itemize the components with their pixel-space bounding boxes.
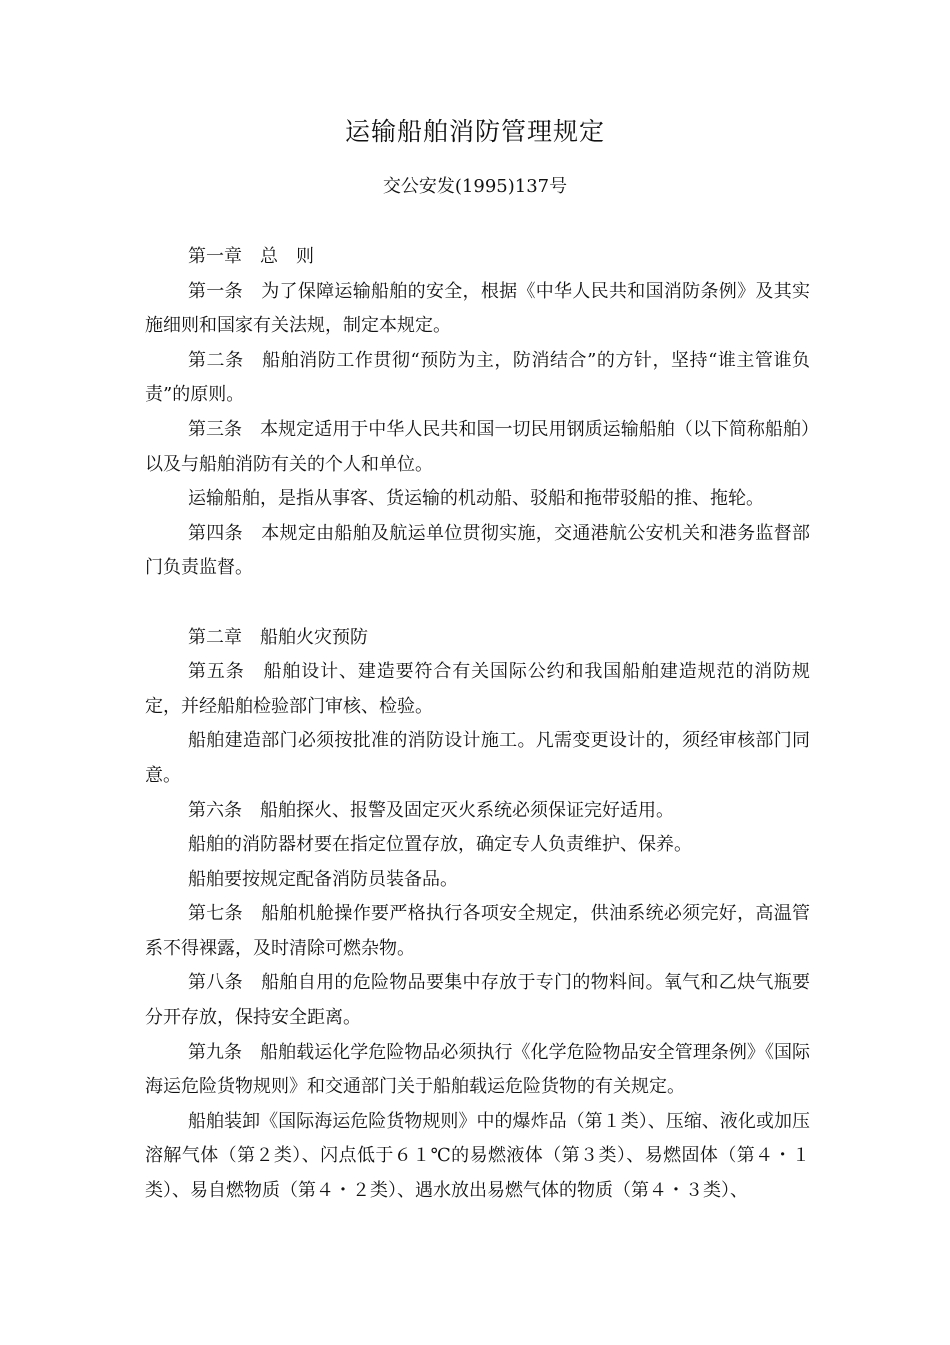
document-number: 交公安发(1995)137号: [382, 176, 568, 197]
article-9: 第九条 船舶载运化学危险物品必须执行《化学危险物品安全管理条例》《国际海运危险货物规则》和交通部门关于船舶载运危险货物的有关规定。: [145, 1041, 810, 1098]
article-6: 第六条 船舶探火、报警及固定灭火系统必须保证完好适用。: [188, 799, 674, 821]
article-6-clause-3: 船舶要按规定配备消防员装备品。: [188, 868, 458, 890]
article-5-clause: 船舶建造部门必须按批准的消防设计施工。凡需变更设计的，须经审核部门同意。: [145, 730, 810, 786]
chapter-spacer: [145, 586, 810, 621]
chapter-1: [145, 240, 810, 586]
article-7: 第七条 船舶机舱操作要严格执行各项安全规定，供油系统必须完好，高温管系不得裸露，及时清除可燃杂物。: [145, 903, 810, 959]
chapter-2: [145, 621, 810, 1209]
article-3-definition: 运输船舶，是指从事客、货运输的机动船、驳船和拖带驳船的推、拖轮。: [188, 488, 764, 510]
article-3: 第三条 本规定适用于中华人民共和国一切民用钢质运输船舶（以下简称船舶）以及与船舶消防有关的个人和单位。: [145, 418, 810, 475]
article-4: 第四条 本规定由船舶及航运单位贯彻实施，交通港航公安机关和港务监督部门负责监督。: [145, 522, 810, 579]
article-8: 第八条 船舶自用的危险物品要集中存放于专门的物料间。氧气和乙炔气瓶要分开存放，保持安全距离。: [145, 972, 810, 1029]
article-9-clause: 船舶装卸《国际海运危险货物规则》中的爆炸品（第１类）、压缩、液化或加压溶解气体（第２类）、闪点低于６１℃的易燃液体（第３类）、易燃固体（第４・１类）、易自燃物质（第４・２类）、遇水放出易燃气体的物质（第４・３类）、: [145, 1110, 810, 1202]
article-6-clause-2: 船舶的消防器材要在指定位置存放，确定专人负责维护、保养。: [188, 834, 692, 856]
chapter-heading: 第二章 船舶火灾预防: [188, 626, 368, 648]
document-body: [145, 240, 810, 1209]
article-5: 第五条 船舶设计、建造要符合有关国际公约和我国船舶建造规范的消防规定，并经船舶检验部门审核、检验。: [145, 661, 810, 717]
article-1: 第一条 为了保障运输船舶的安全，根据《中华人民共和国消防条例》及其实施细则和国家有关法规，制定本规定。: [145, 280, 810, 337]
document-title: 运输船舶消防管理规定: [344, 117, 605, 146]
article-2: 第二条 船舶消防工作贯彻“预防为主，防消结合”的方针，坚持“谁主管谁负责”的原则。: [145, 349, 810, 406]
chapter-heading: 第一章 总 则: [188, 246, 314, 267]
